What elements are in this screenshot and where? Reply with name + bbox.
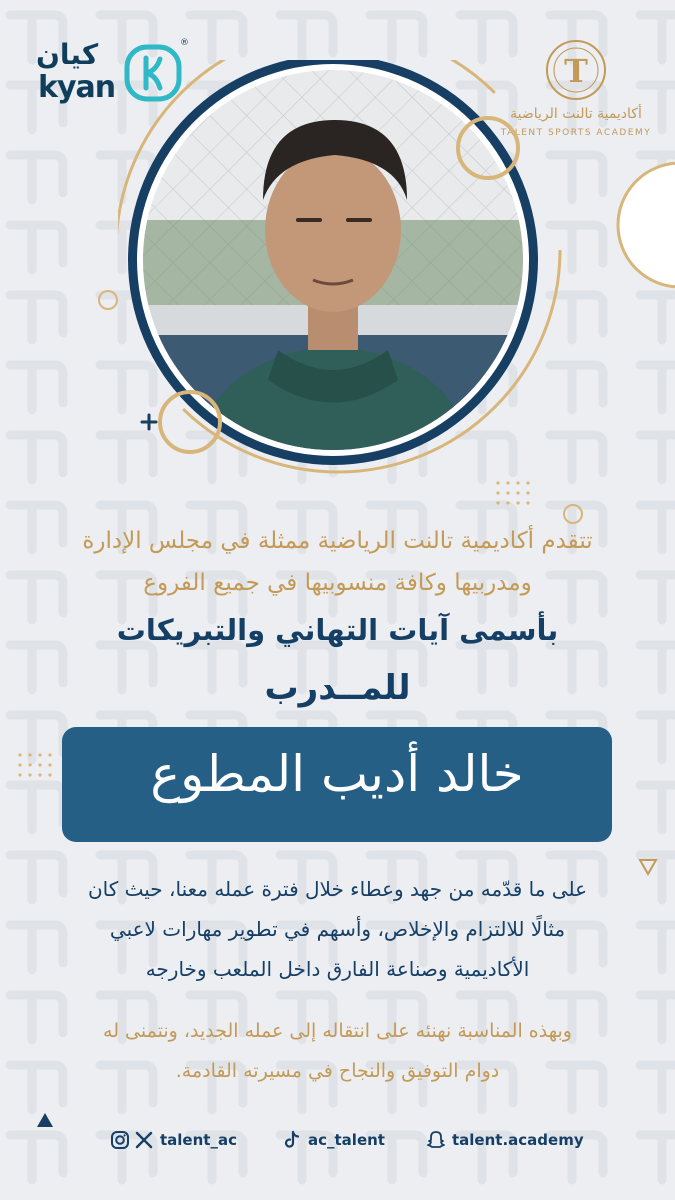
message-line-2: مثالًا للالتزام والإخلاص، وأسهم في تطوير مهارات لاعبي	[109, 917, 566, 941]
x-icon[interactable]	[134, 1130, 154, 1150]
message-line-4: وبهذه المناسبة نهنئه على انتقاله إلى عمله الجديد، ونتمنى له	[103, 1020, 572, 1042]
snapchat-handle[interactable]: talent.academy	[452, 1131, 584, 1149]
coach-name-banner	[62, 727, 612, 842]
instagram-icon[interactable]	[110, 1130, 130, 1150]
academy-emblem-letter: T	[564, 52, 588, 90]
registered-mark: ®	[180, 38, 189, 48]
coach-title: للمــدرب	[264, 668, 411, 708]
social-footer	[110, 1124, 584, 1156]
tiktok-handle[interactable]: ac_talent	[308, 1131, 385, 1149]
academy-name-english: TALENT SPORTS ACADEMY	[500, 128, 652, 138]
social-instagram-x[interactable]	[110, 1128, 237, 1152]
intro-line-2: ومدربيها وكافة منسوبيها في جميع الفروع	[143, 570, 532, 596]
message-line-5: دوام التوفيق والنجاح في مسيرته القادمة.	[175, 1060, 500, 1082]
social-tiktok[interactable]	[282, 1128, 385, 1152]
triangle-icon	[638, 858, 658, 876]
snapchat-icon[interactable]	[426, 1130, 446, 1150]
coach-name: خالد أديب المطوع	[150, 745, 524, 803]
instagram-x-handle[interactable]: talent_ac	[160, 1131, 237, 1149]
academy-name-arabic: أكاديمية تالنت الرياضية	[510, 106, 642, 122]
message-line-1: على ما قدّمه من جهد وعطاء خلال فترة عمله معنا، حيث كان	[87, 877, 588, 901]
tiktok-icon[interactable]	[282, 1130, 302, 1150]
kyan-arabic-wordmark: كيان	[36, 38, 99, 71]
coach-photo-frame	[118, 60, 578, 520]
social-snapchat[interactable]	[426, 1128, 584, 1152]
kyan-latin-wordmark: kyan	[38, 70, 116, 105]
triangle-icon	[36, 1112, 54, 1128]
plus-icon	[142, 415, 156, 429]
congratulations-heading: بأسمى آيات التهاني والتبريكات	[116, 613, 559, 647]
message-line-3: الأكاديمية وصناعة الفارق داخل الملعب وخارجه	[145, 957, 530, 981]
intro-line-1: تتقدم أكاديمية تالنت الرياضية ممثلة في مجلس الإدارة	[82, 528, 593, 554]
